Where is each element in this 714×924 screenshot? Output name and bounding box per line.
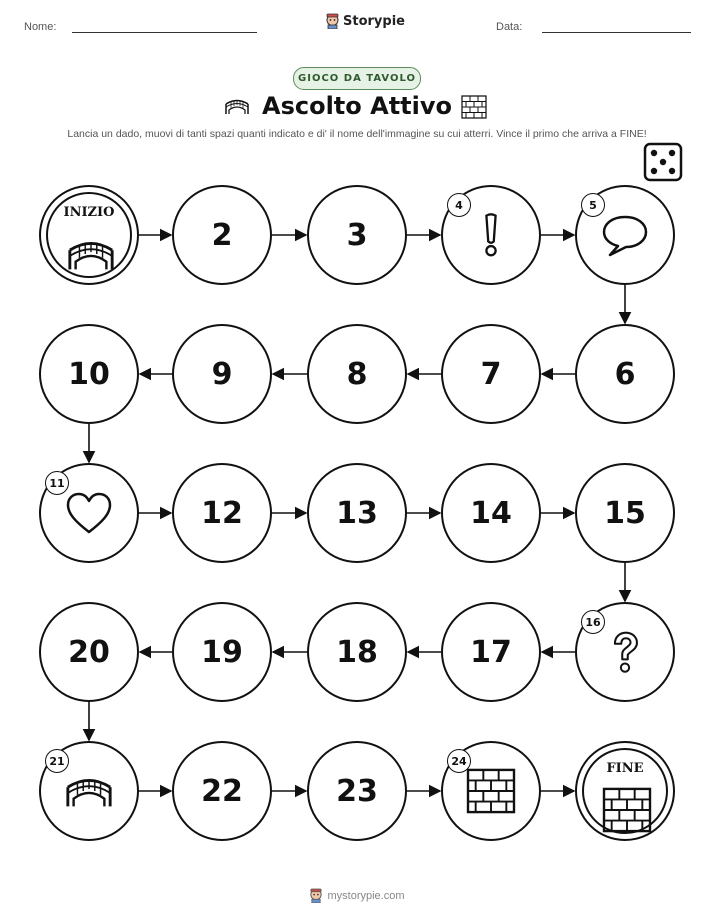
space-number: 15: [604, 495, 646, 531]
footer: [0, 888, 714, 906]
footer-url[interactable]: mystorypie.com: [327, 889, 405, 902]
space-number: 8: [346, 356, 368, 392]
heart-icon: [64, 490, 114, 536]
space-number: 6: [614, 356, 636, 392]
space-number: 16: [581, 610, 605, 634]
board-space-12[interactable]: [172, 463, 272, 563]
storypie-logo-icon: [309, 888, 323, 903]
board-space-7[interactable]: [441, 324, 541, 424]
board-space-2[interactable]: [172, 185, 272, 285]
board-space-11[interactable]: [39, 463, 139, 563]
space-number: 10: [68, 356, 110, 392]
board-space-22[interactable]: [172, 741, 272, 841]
space-number: 2: [211, 217, 233, 253]
board-space-4[interactable]: [441, 185, 541, 285]
bridge-icon: [66, 231, 116, 282]
space-number: 4: [447, 193, 471, 217]
board-space-21[interactable]: [39, 741, 139, 841]
board-space-5[interactable]: [575, 185, 675, 285]
space-number: 14: [470, 495, 512, 531]
board-space-14[interactable]: [441, 463, 541, 563]
space-number: 22: [201, 773, 243, 809]
board-space-25[interactable]: [575, 741, 675, 841]
space-number: 7: [480, 356, 502, 392]
space-number: 9: [211, 356, 233, 392]
space-number: 20: [68, 634, 110, 670]
board-space-17[interactable]: [441, 602, 541, 702]
space-number: 19: [201, 634, 243, 670]
board-space-10[interactable]: [39, 324, 139, 424]
speech-bubble-icon: [600, 212, 650, 258]
space-number: 13: [336, 495, 378, 531]
space-label: FINE: [606, 761, 644, 776]
board-space-19[interactable]: [172, 602, 272, 702]
board-space-20[interactable]: [39, 602, 139, 702]
board-space-9[interactable]: [172, 324, 272, 424]
space-number: 21: [45, 749, 69, 773]
board-space-1[interactable]: [39, 185, 139, 285]
question-icon: [600, 629, 650, 675]
brand-name: Storypie: [343, 13, 405, 29]
exclamation-icon: [466, 212, 516, 258]
space-number: 11: [45, 471, 69, 495]
space-number: 12: [201, 495, 243, 531]
name-label: Nome:: [24, 21, 57, 33]
space-number: 17: [470, 634, 512, 670]
space-number: 3: [346, 217, 368, 253]
board-space-13[interactable]: [307, 463, 407, 563]
board-space-18[interactable]: [307, 602, 407, 702]
board-space-3[interactable]: [307, 185, 407, 285]
space-number: 5: [581, 193, 605, 217]
board-space-8[interactable]: [307, 324, 407, 424]
space-number: 18: [336, 634, 378, 670]
instructions: Lancia un dado, muovi di tanti spazi quanti indicato e di' il nome dell'immagine su cui atterri. Vince il primo che arriva a FINE!: [67, 128, 647, 140]
board-space-15[interactable]: [575, 463, 675, 563]
brick-wall-icon: [466, 768, 516, 814]
space-number: 23: [336, 773, 378, 809]
space-label: INIZIO: [63, 205, 115, 220]
category-badge: GIOCO DA TAVOLO: [293, 67, 421, 90]
board-space-6[interactable]: [575, 324, 675, 424]
board-space-16[interactable]: [575, 602, 675, 702]
bridge-icon: [64, 768, 114, 814]
brick-wall-icon: [602, 787, 652, 838]
board-space-23[interactable]: [307, 741, 407, 841]
date-label: Data:: [496, 21, 523, 33]
page-title: Ascolto Attivo: [262, 92, 452, 120]
space-number: 24: [447, 749, 471, 773]
board-space-24[interactable]: [441, 741, 541, 841]
